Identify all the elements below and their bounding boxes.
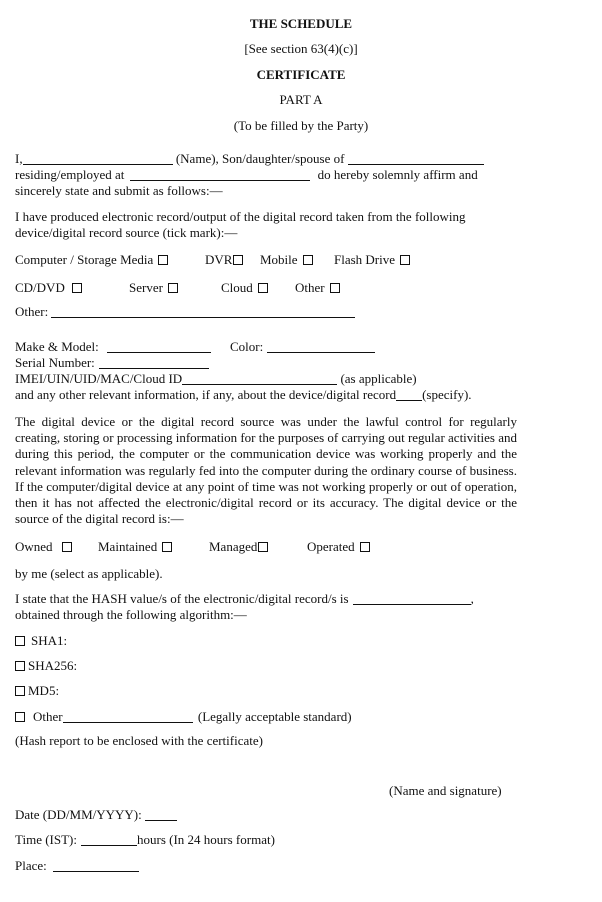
hash-line-2: obtained through the following algorithm:— (15, 607, 247, 622)
date-field[interactable] (145, 808, 177, 821)
device-other: Other (295, 280, 340, 296)
hash-value-field[interactable] (353, 592, 471, 605)
imei-line: IMEI/UIN/UID/MAC/Cloud ID (as applicable) (15, 371, 417, 386)
operated-checkbox[interactable] (360, 542, 370, 552)
sha256-option: SHA256: (15, 658, 77, 674)
other-device-checkbox[interactable] (330, 283, 340, 293)
produced-line-1: I have produced electronic record/output of the digital record taken from the following (15, 209, 466, 224)
device-cddvd: CD/DVD (15, 280, 82, 296)
filled-by-note: (To be filled by the Party) (233, 118, 369, 133)
control-paragraph: The digital device or the digital record source was under the lawful control for regularly creating, storing or processing information for the purposes of carrying out regular activities and during this period, the computer or the communication device was working properly and the relevant information was regularly fed into the computer during the ordinary course of business. If the computer/digital device at any point of time was not working properly or out of operation, then it has not affected the electronic/digital record or its accuracy. The digital device or the source of the digital record is:— (15, 414, 517, 527)
maintained-option: Maintained (98, 539, 172, 555)
device-dvr: DVR (205, 252, 243, 268)
place-field[interactable] (53, 859, 139, 872)
serial-field[interactable] (99, 356, 209, 369)
produced-line-2: device/digital record source (tick mark):— (15, 225, 238, 240)
sha256-checkbox[interactable] (15, 661, 25, 671)
color-field[interactable] (267, 340, 375, 353)
dvr-checkbox[interactable] (233, 255, 243, 265)
cddvd-checkbox[interactable] (72, 283, 82, 293)
relation-name-field[interactable] (348, 152, 484, 165)
sha1-checkbox[interactable] (15, 636, 25, 646)
address-field[interactable] (130, 168, 310, 181)
place-line: Place: (15, 858, 139, 874)
by-me-note: by me (select as applicable). (15, 566, 163, 581)
imei-field[interactable] (182, 372, 337, 385)
sha1-option: SHA1: (15, 633, 67, 649)
hash-line-1: I state that the HASH value/s of the electronic/digital record/s is , (15, 591, 474, 606)
time-line: Time (IST): hours (In 24 hours format) (15, 832, 275, 847)
other-hash-field[interactable] (63, 710, 193, 723)
other-device-field[interactable] (51, 305, 355, 318)
server-checkbox[interactable] (168, 283, 178, 293)
cloud-checkbox[interactable] (258, 283, 268, 293)
other-hash-checkbox[interactable] (15, 712, 25, 722)
intro-line-2: residing/employed at do hereby solemnly affirm and (15, 167, 478, 182)
other-device-line: Other: (15, 304, 355, 320)
name-signature-label: (Name and signature) (389, 783, 502, 798)
managed-checkbox[interactable] (258, 542, 268, 552)
operated-option: Operated (307, 539, 370, 555)
intro-line-1: I, (Name), Son/daughter/spouse of (15, 151, 484, 167)
make-model-line: Make & Model: (15, 339, 211, 355)
color-line: Color: (230, 339, 375, 355)
maintained-checkbox[interactable] (162, 542, 172, 552)
mobile-checkbox[interactable] (303, 255, 313, 265)
section-reference: [See section 63(4)(c)] (244, 41, 358, 56)
owned-option: Owned (15, 539, 72, 555)
computer-checkbox[interactable] (158, 255, 168, 265)
other-info-field[interactable] (396, 388, 422, 401)
make-model-field[interactable] (107, 340, 211, 353)
md5-checkbox[interactable] (15, 686, 25, 696)
time-field[interactable] (81, 833, 137, 846)
device-flash: Flash Drive (334, 252, 410, 268)
managed-option: Managed (209, 539, 268, 555)
owned-checkbox[interactable] (62, 542, 72, 552)
schedule-title: THE SCHEDULE (249, 16, 353, 31)
certificate-title: CERTIFICATE (256, 67, 346, 82)
name-field[interactable] (23, 152, 173, 165)
serial-line: Serial Number: (15, 355, 209, 371)
md5-option: MD5: (15, 683, 59, 699)
part-title: PART A (279, 92, 323, 107)
other-info-line: and any other relevant information, if any, about the device/digital record (specify). (15, 387, 472, 402)
hash-report-note: (Hash report to be enclosed with the certificate) (15, 733, 263, 748)
date-line: Date (DD/MM/YYYY): (15, 807, 177, 823)
device-cloud: Cloud (221, 280, 268, 296)
device-computer: Computer / Storage Media (15, 252, 168, 268)
intro-line-3: sincerely state and submit as follows:— (15, 183, 223, 198)
device-server: Server (129, 280, 178, 296)
flash-drive-checkbox[interactable] (400, 255, 410, 265)
device-mobile: Mobile (260, 252, 313, 268)
other-hash-option: Other (Legally acceptable standard) (15, 709, 352, 725)
